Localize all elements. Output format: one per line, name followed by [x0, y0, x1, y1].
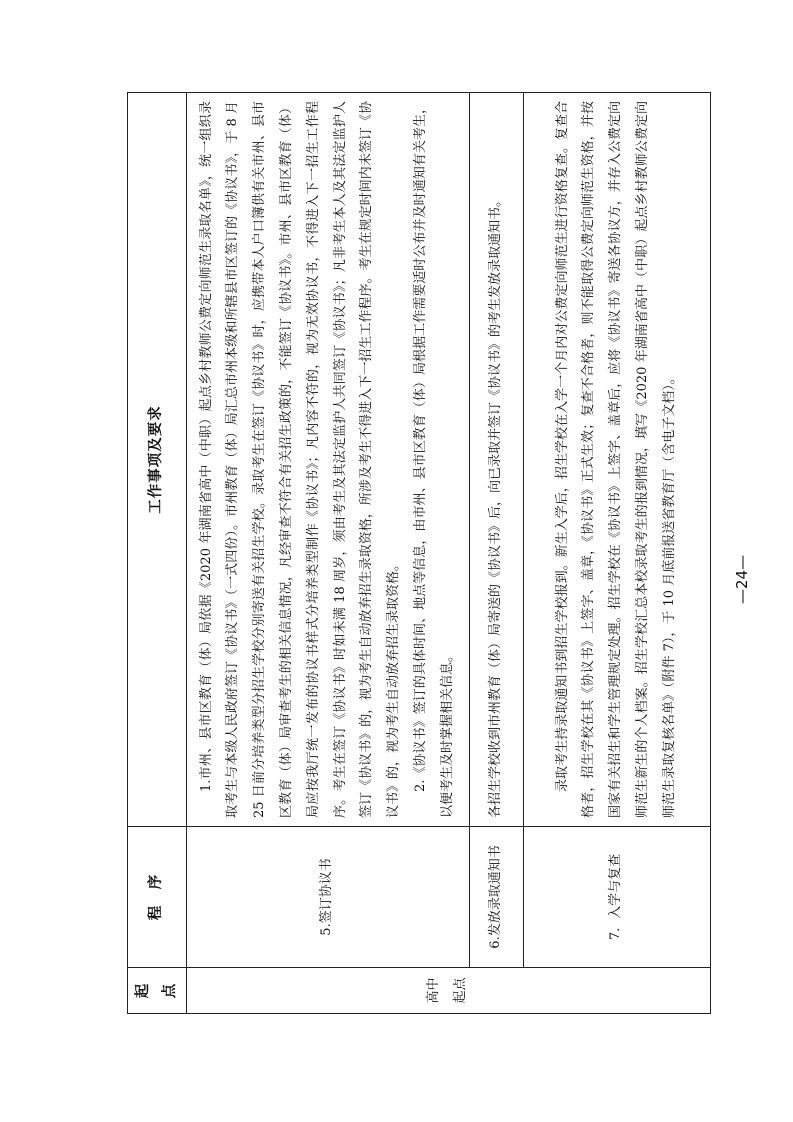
procedure-issue-notice: 6.发放录取通知书 — [469, 827, 523, 968]
table-row — [186, 93, 469, 1014]
table-row — [469, 93, 523, 1014]
start-point-line-2: 起点 — [453, 977, 469, 1004]
start-point-line-1: 高中 — [426, 977, 442, 1004]
requirement-paragraph: 录取考生持录取通知书到招生学校报到。新生入学后，招生学校在入学一个月内对公费定向师范生进行资格复查。复查合格者，招生学校在其《协议书》上签字、盖章，《协议书》正式生效；复查不合格者，则不能取得公费定向师范生资格，并按国家有关招生和学生管理规定处理。招生学校在《协议书》上签字、盖章后，应将《协议书》寄送各协议方，并存入公费定向师范生新生的个人档案。招生学校汇总本校录取考生的报到情况，填写《2020 年湖南省高中（中职）起点乡村教师公费定向师范生录取复核名单》（附件 7），于 10 月底前报送省教育厅（含电子文档）。 — [554, 101, 677, 818]
table-header-row — [128, 93, 187, 1014]
procedure-sign-agreement: 5.签订协议书 — [186, 827, 469, 968]
header-procedure: 程 序 — [128, 827, 187, 968]
table-row — [523, 93, 710, 1014]
requirement-paragraph: 1.市州、县市区教育（体）局依据《2020 年湖南省高中（中职）起点乡村教师公费定向师范生录取名单》，统一组织录取考生与本级人民政府签订《协议书》（一式四份）。市州教育（体）局汇总市州本级和所辖县市区签订的《协议书》，于 8 月 25 日前分培养类型分招生学校分别寄送有关招生学校。录取考生在签订《协议书》时，应携带本人户口簿供有关市州、县市区教育（体）局审查考生的相关信息情况，凡经审查不符合有关招生政策的，不能签订《协议书》。市州、县市区教育（体）局应按我厅统一发布的协议书样式分培养类型制作《协议书》；凡内容不符的，视为无效协议书，不得进入下一招生工作程序。考生在签订《协议书》时如未满 18 周岁，须由考生及其法定监护人共同签订《协议书》；凡非考生本人及其法定监护人签订《协议书》的，视为考生自动放弃招生录取资格，所涉及考生不得进入下一招生工作程序。考生在规定时间内未签订《协议书》的，视为考生自动放弃招生录取资格。 — [198, 101, 402, 818]
page-number: —24— — [733, 554, 751, 604]
requirements-cell — [523, 93, 710, 827]
requirements-table — [127, 92, 711, 1014]
start-point-cell — [186, 968, 710, 1014]
header-requirements: 工作事项及要求 — [128, 93, 187, 827]
requirements-cell — [186, 93, 469, 827]
requirement-paragraph: 各招生学校收到市州教育（体）局寄送的《协议书》后，向已录取并签订《协议书》的考生发放录取通知书。 — [487, 193, 503, 818]
procedure-enrollment-review: 7．入学与复查 — [523, 827, 710, 968]
header-start-point: 起点 — [128, 968, 187, 1014]
requirements-cell — [469, 93, 523, 827]
requirement-paragraph: 2.《协议书》签订的具体时间、地点等信息，由市州、县市区教育（体）局根据工作需要适时公布并及时通知有关考生，以便考生及时掌握相关信息。 — [412, 101, 455, 818]
